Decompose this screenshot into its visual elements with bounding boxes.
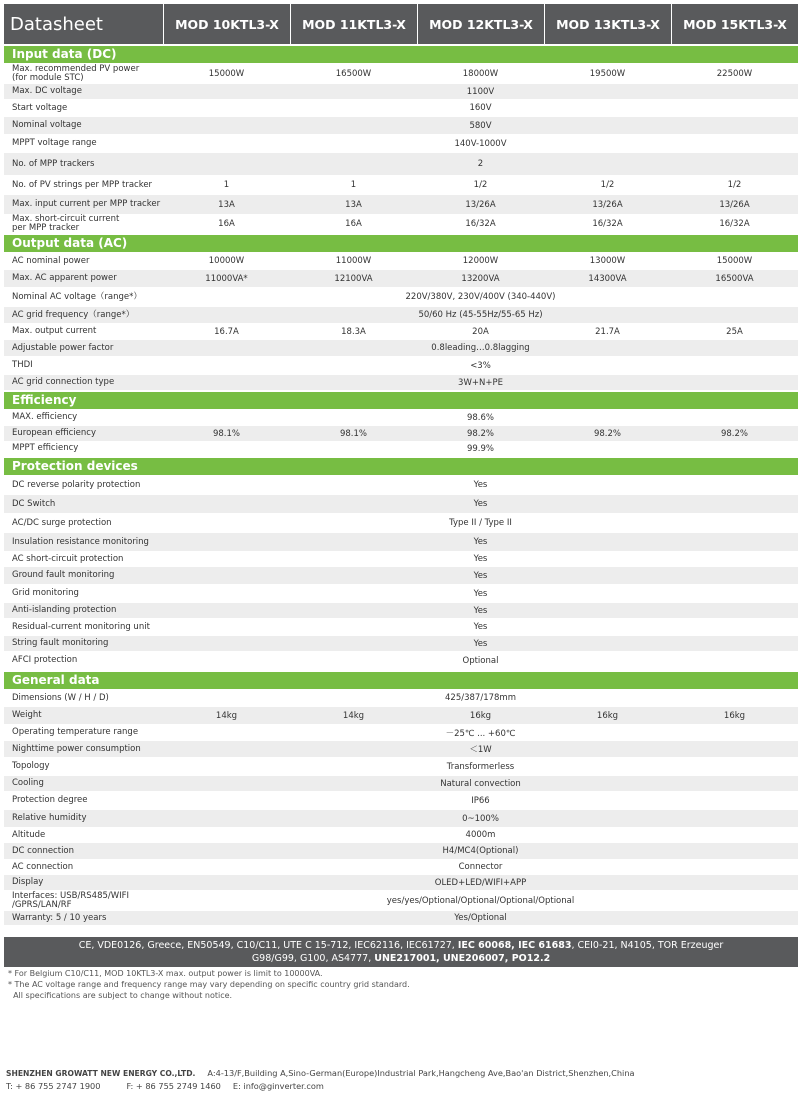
footnote: * For Belgium C10/C11, MOD 10KTL3-X max. output power is limit to 10000VA. xyxy=(8,969,323,978)
spec-value: 3W+N+PE xyxy=(458,377,503,388)
spec-value: 98.6% xyxy=(466,412,494,423)
spec-row xyxy=(4,475,798,495)
spec-row xyxy=(4,724,798,741)
spec-label-text: Adjustable power factor xyxy=(12,342,114,353)
spec-label-text: DC connection xyxy=(12,845,75,856)
spec-row xyxy=(4,618,798,636)
spec-value: 98.2% xyxy=(593,428,621,439)
spec-label xyxy=(4,533,163,551)
cert-text: CE, VDE0126, Greece, EN50549, C10/C11, UTE C 15-712, IEC62116, IEC61727, xyxy=(78,940,458,951)
spec-value: Yes xyxy=(473,499,488,509)
spec-label-text: AFCI protection xyxy=(12,655,78,666)
spec-label xyxy=(4,153,163,175)
footer-line-1 xyxy=(6,1067,635,1080)
spec-value: 160V xyxy=(469,103,492,113)
spec-label xyxy=(4,84,163,99)
spec-row xyxy=(4,791,798,810)
spec-label xyxy=(4,340,163,356)
spec-value: 16/32A xyxy=(592,218,623,229)
spec-row xyxy=(4,356,798,375)
spec-label-text: AC connection xyxy=(12,861,74,872)
certifications-bar xyxy=(4,937,798,967)
spec-value: 140V-1000V xyxy=(454,138,507,149)
section-header: Output data (AC) xyxy=(4,235,798,252)
spec-label-text: Topology xyxy=(12,761,50,772)
spec-label xyxy=(4,195,163,214)
spec-value: 16A xyxy=(218,218,235,229)
spec-value: 11000W xyxy=(335,256,372,266)
spec-label xyxy=(4,426,163,441)
spec-value: 12100VA xyxy=(334,273,373,284)
spec-value: 13/26A xyxy=(465,199,496,210)
spec-label xyxy=(4,567,163,584)
spec-label xyxy=(4,513,163,533)
spec-value: Yes xyxy=(473,588,488,599)
spec-value: 12000W xyxy=(462,256,499,266)
spec-value: 16kg xyxy=(723,710,746,721)
spec-row xyxy=(4,584,798,603)
spec-value: 16A xyxy=(345,218,362,229)
cert-text: , CEI0-21, N4105, TOR Erzeuger xyxy=(571,940,724,951)
spec-label-text: AC grid frequency（range*） xyxy=(12,309,135,320)
spec-value: Type II / Type II xyxy=(449,518,512,528)
spec-row xyxy=(4,533,798,551)
spec-value: 22500W xyxy=(716,68,753,79)
spec-label-text: THDI xyxy=(12,360,33,371)
telephone: T: + 86 755 2747 1900 xyxy=(6,1081,101,1091)
spec-label-text: AC grid connection type xyxy=(12,377,115,388)
spec-label-text: String fault monitoring xyxy=(12,638,109,649)
spec-label-text: No. of MPP trackers xyxy=(12,158,95,169)
spec-row xyxy=(4,776,798,791)
spec-value: －25℃ ... +60℃ xyxy=(445,728,516,739)
datasheet-table xyxy=(4,4,798,925)
spec-row xyxy=(4,741,798,757)
spec-label-text: Insulation resistance monitoring xyxy=(12,536,149,547)
spec-value: 14300VA xyxy=(588,273,627,284)
spec-label-text: AC/DC surge protection xyxy=(12,517,112,528)
spec-row xyxy=(4,890,798,911)
spec-label xyxy=(4,890,163,911)
spec-value: Yes xyxy=(473,638,488,649)
spec-label xyxy=(4,827,163,843)
spec-value: Yes xyxy=(473,554,488,564)
section-header: Efficiency xyxy=(4,392,798,409)
spec-value: 14kg xyxy=(215,710,238,721)
spec-value: 18.3A xyxy=(341,326,366,337)
spec-row xyxy=(4,707,798,724)
spec-label xyxy=(4,551,163,567)
spec-value: Connector xyxy=(458,862,503,872)
spec-row xyxy=(4,323,798,340)
spec-label-text: Altitude xyxy=(12,829,46,840)
spec-row xyxy=(4,195,798,214)
spec-label-text: Nighttime power consumption xyxy=(12,743,141,754)
model-header: MOD 15KTL3-X xyxy=(671,4,798,44)
spec-row xyxy=(4,84,798,99)
spec-value: H4/MC4(Optional) xyxy=(442,846,519,856)
spec-value: 220V/380V, 230V/400V (340-440V) xyxy=(405,292,556,302)
model-header: MOD 11KTL3-X xyxy=(290,4,417,44)
spec-label xyxy=(4,618,163,636)
spec-label-text: AC short-circuit protection xyxy=(12,553,124,564)
model-header: MOD 13KTL3-X xyxy=(544,4,671,44)
spec-label xyxy=(4,356,163,375)
spec-row xyxy=(4,567,798,584)
company-name: SHENZHEN GROWATT NEW ENERGY CO.,LTD. xyxy=(6,1069,196,1078)
spec-value: 11000VA* xyxy=(205,273,248,284)
spec-label xyxy=(4,776,163,791)
spec-value: 1 xyxy=(223,180,230,190)
spec-value: 1100V xyxy=(466,86,495,97)
spec-row xyxy=(4,270,798,287)
spec-row xyxy=(4,495,798,513)
spec-label-text: MAX. efficiency xyxy=(12,412,78,423)
section-header: General data xyxy=(4,672,798,689)
spec-label-text: Max. recommended PV power (for module STC) xyxy=(12,64,140,83)
spec-label-text: Interfaces: USB/RS485/WIFI /GPRS/LAN/RF xyxy=(12,891,130,910)
spec-value: 16500W xyxy=(335,68,372,79)
spec-label-text: MPPT voltage range xyxy=(12,138,97,149)
spec-value: 1 xyxy=(350,180,357,190)
spec-value: 19500W xyxy=(589,68,626,79)
spec-label xyxy=(4,475,163,495)
spec-value: 2 xyxy=(477,159,484,169)
cert-line-2 xyxy=(4,953,798,966)
spec-label xyxy=(4,134,163,153)
spec-value: Yes xyxy=(473,570,488,581)
spec-value: 15000W xyxy=(716,256,753,266)
spec-label xyxy=(4,63,163,84)
spec-row xyxy=(4,175,798,195)
spec-row xyxy=(4,340,798,356)
table-header xyxy=(4,4,798,44)
spec-value: ＜1W xyxy=(469,745,492,755)
spec-value: 16/32A xyxy=(465,218,496,229)
spec-row xyxy=(4,153,798,175)
spec-row xyxy=(4,117,798,134)
spec-value: OLED+LED/WIFI+APP xyxy=(434,877,527,888)
spec-label xyxy=(4,707,163,724)
spec-label-text: Anti-islanding protection xyxy=(12,605,117,616)
spec-label-text: Max. output current xyxy=(12,326,97,337)
spec-label xyxy=(4,307,163,323)
spec-value: Natural convection xyxy=(440,778,521,789)
cert-line-1 xyxy=(4,940,798,953)
spec-row xyxy=(4,603,798,618)
spec-value: 16500VA xyxy=(715,273,754,284)
spec-label xyxy=(4,843,163,859)
spec-label-text: Max. AC apparent power xyxy=(12,273,117,284)
spec-value: 13200VA xyxy=(461,273,500,284)
spec-label xyxy=(4,214,163,233)
spec-value: 14kg xyxy=(342,710,365,721)
fax: F: + 86 755 2749 1460 xyxy=(126,1081,221,1091)
spec-label xyxy=(4,911,163,925)
spec-label-text: Relative humidity xyxy=(12,813,87,824)
datasheet-title: Datasheet xyxy=(10,13,103,35)
spec-row xyxy=(4,287,798,307)
spec-value: 98.1% xyxy=(212,428,240,439)
spec-value: 99.9% xyxy=(466,443,494,454)
spec-label xyxy=(4,651,163,670)
spec-label xyxy=(4,441,163,456)
spec-label-text: MPPT efficiency xyxy=(12,443,79,454)
spec-value: 13/26A xyxy=(592,199,623,210)
spec-value: 16kg xyxy=(596,710,619,721)
spec-value: Transformerless xyxy=(446,761,515,772)
spec-row xyxy=(4,441,798,456)
cert-text: G98/G99, G100, AS4777, xyxy=(251,952,375,964)
spec-label-text: DC Switch xyxy=(12,498,56,509)
spec-row xyxy=(4,307,798,323)
spec-value: 25A xyxy=(726,326,743,337)
spec-value: 580V xyxy=(469,120,492,131)
spec-row xyxy=(4,99,798,117)
spec-row xyxy=(4,689,798,707)
spec-row xyxy=(4,252,798,270)
spec-row xyxy=(4,551,798,567)
spec-value: 1/2 xyxy=(727,180,742,190)
spec-label-text: Max. short-circuit current per MPP tracker xyxy=(12,214,120,233)
spec-label-text: Cooling xyxy=(12,778,44,789)
spec-row xyxy=(4,875,798,890)
spec-label xyxy=(4,99,163,117)
spec-label xyxy=(4,603,163,618)
spec-value: 13A xyxy=(218,199,235,210)
spec-label-text: Nominal voltage xyxy=(12,120,82,131)
spec-label-text: Nominal AC voltage（range*） xyxy=(12,291,142,302)
footer-line-2 xyxy=(6,1080,635,1092)
spec-label xyxy=(4,252,163,270)
spec-value: 13/26A xyxy=(719,199,750,210)
spec-row xyxy=(4,827,798,843)
spec-value: 425/387/178mm xyxy=(445,693,516,703)
spec-value: 98.1% xyxy=(339,428,367,439)
spec-row xyxy=(4,63,798,84)
spec-label xyxy=(4,875,163,890)
spec-label xyxy=(4,859,163,875)
spec-value: 0.8leading…0.8lagging xyxy=(431,343,530,353)
spec-row xyxy=(4,134,798,153)
spec-value: 13A xyxy=(345,199,362,210)
section-header: Input data (DC) xyxy=(4,46,798,63)
spec-value: 20A xyxy=(472,326,489,337)
spec-label-text: AC nominal power xyxy=(12,255,90,266)
spec-row xyxy=(4,859,798,875)
spec-value: <3% xyxy=(470,360,491,371)
spec-label-text: Warranty: 5 / 10 years xyxy=(12,912,107,923)
spec-row xyxy=(4,375,798,390)
spec-label xyxy=(4,741,163,757)
cert-text-bold: UNE217001, UNE206007, PO12.2 xyxy=(374,952,551,964)
spec-label xyxy=(4,757,163,776)
spec-label-text: Max. input current per MPP tracker xyxy=(12,199,161,210)
spec-value: 16/32A xyxy=(719,218,750,229)
spec-value: Yes xyxy=(473,537,488,547)
spec-row xyxy=(4,426,798,441)
spec-label-text: Operating temperature range xyxy=(12,727,139,738)
model-header: MOD 12KTL3-X xyxy=(417,4,544,44)
spec-label xyxy=(4,117,163,134)
spec-label-text: Weight xyxy=(12,710,42,721)
spec-row xyxy=(4,843,798,859)
spec-value: Yes xyxy=(473,480,488,490)
spec-row xyxy=(4,810,798,827)
spec-value: 0~100% xyxy=(462,813,499,824)
spec-value: 13000W xyxy=(589,256,626,266)
spec-label-text: European efficiency xyxy=(12,428,96,439)
model-header: MOD 10KTL3-X xyxy=(163,4,290,44)
spec-value: Yes/Optional xyxy=(454,913,507,923)
spec-value: IP66 xyxy=(471,795,490,806)
spec-row xyxy=(4,214,798,233)
spec-label xyxy=(4,375,163,390)
spec-label-text: Residual-current monitoring unit xyxy=(12,621,150,632)
spec-row xyxy=(4,409,798,426)
spec-label xyxy=(4,175,163,195)
spec-value: 16.7A xyxy=(214,326,239,337)
spec-label-text: Protection degree xyxy=(12,795,88,806)
spec-value: 98.2% xyxy=(720,428,748,439)
spec-label-text: Max. DC voltage xyxy=(12,86,82,97)
spec-value: 10000W xyxy=(208,256,245,266)
footnotes xyxy=(8,968,410,1001)
spec-row xyxy=(4,757,798,776)
spec-label xyxy=(4,689,163,707)
spec-value: Optional xyxy=(462,655,499,666)
spec-label-text: Dimensions (W / H / D) xyxy=(12,692,109,703)
spec-label-text: Display xyxy=(12,877,44,888)
spec-value: Yes xyxy=(473,605,488,616)
spec-value: 15000W xyxy=(208,68,245,79)
spec-label xyxy=(4,810,163,827)
spec-value: 18000W xyxy=(462,68,499,79)
spec-value: 1/2 xyxy=(473,180,488,190)
spec-row xyxy=(4,911,798,925)
spec-label-text: No. of PV strings per MPP tracker xyxy=(12,179,153,190)
spec-label-text: Grid monitoring xyxy=(12,588,79,599)
spec-value: Yes xyxy=(473,622,488,632)
footnote: * The AC voltage range and frequency range may vary depending on specific country grid standard. xyxy=(8,980,410,989)
spec-label-text: Start voltage xyxy=(12,102,68,113)
spec-label-text: DC reverse polarity protection xyxy=(12,479,141,490)
spec-label xyxy=(4,636,163,651)
spec-row xyxy=(4,651,798,670)
spec-value: 1/2 xyxy=(600,180,615,190)
spec-label xyxy=(4,791,163,810)
spec-value: 21.7A xyxy=(595,326,620,337)
footnote: All specifications are subject to change without notice. xyxy=(8,991,233,1000)
spec-label xyxy=(4,495,163,513)
spec-label xyxy=(4,724,163,741)
spec-label-text: Ground fault monitoring xyxy=(12,570,115,581)
spec-row xyxy=(4,513,798,533)
spec-value: 16kg xyxy=(469,710,492,721)
spec-value: 50/60 Hz (45-55Hz/55-65 Hz) xyxy=(418,310,543,320)
spec-value: 4000m xyxy=(465,830,496,840)
cert-text-bold: IEC 60068, IEC 61683 xyxy=(457,940,572,951)
spec-label xyxy=(4,584,163,603)
spec-value: yes/yes/Optional/Optional/Optional/Optional xyxy=(386,895,575,906)
spec-row xyxy=(4,636,798,651)
spec-label xyxy=(4,270,163,287)
email: E: info@ginverter.com xyxy=(232,1081,324,1091)
spec-value: 98.2% xyxy=(466,428,494,439)
section-header: Protection devices xyxy=(4,458,798,475)
spec-label xyxy=(4,323,163,340)
spec-label xyxy=(4,287,163,307)
spec-label xyxy=(4,409,163,426)
company-footer xyxy=(6,1067,635,1092)
company-address: A:4-13/F,Building A,Sino-German(Europe)Industrial Park,Hangcheng Ave,Bao'an District,Shenzhen,China xyxy=(207,1068,635,1078)
spec-sections xyxy=(4,46,798,925)
